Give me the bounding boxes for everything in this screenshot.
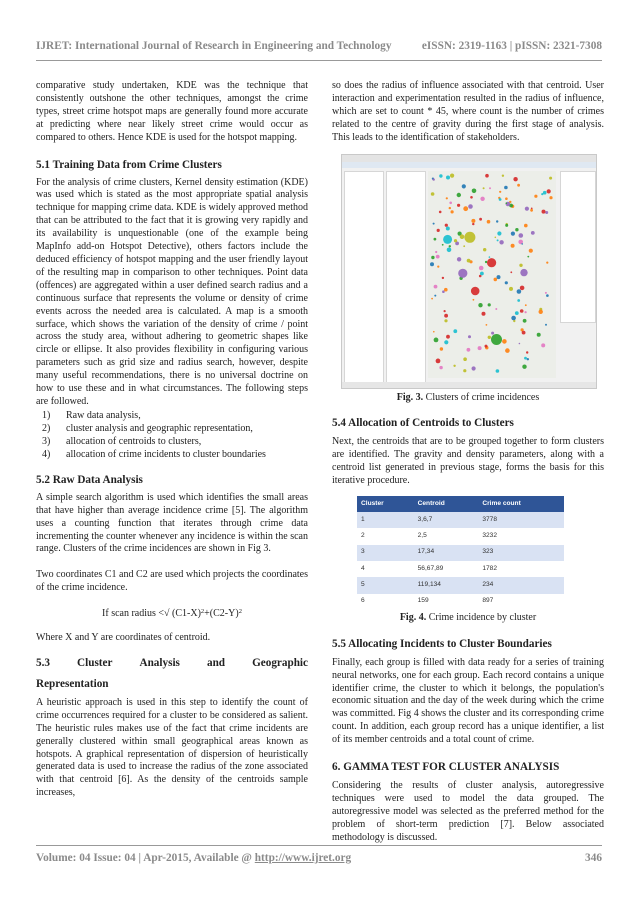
- map-point: [433, 178, 435, 180]
- footer-rule: [36, 845, 602, 846]
- list-item: 2) cluster analysis and geographic representation,: [42, 422, 253, 434]
- map-point: [470, 196, 473, 199]
- table-row: 6 159 897: [357, 594, 564, 610]
- journal-name: IJRET: International Journal of Research in Engineering and Technology: [36, 40, 392, 52]
- map-point: [527, 255, 529, 257]
- map-point: [445, 223, 448, 226]
- figure-4-caption: Fig. 4. Crime incidence by cluster: [399, 611, 537, 623]
- section-title-5-1: 5.1 Training Data from Crime Clusters: [36, 158, 222, 171]
- map-point: [444, 310, 446, 312]
- map-point: [472, 188, 477, 193]
- map-point: [488, 335, 491, 338]
- map-point: [519, 263, 522, 266]
- map-point: [463, 206, 468, 211]
- map-point: [479, 265, 484, 270]
- map-point: [458, 268, 467, 277]
- formula: If scan radius <√ $(C1-X)^2+(C2-Y)^2$: [102, 608, 242, 620]
- map-point: [478, 303, 482, 307]
- map-point: [511, 231, 515, 235]
- map-point: [524, 223, 528, 227]
- map-point: [549, 176, 552, 179]
- map-point: [433, 330, 435, 332]
- map-point: [547, 189, 551, 193]
- map-point: [434, 284, 438, 288]
- map-point: [457, 203, 460, 206]
- map-point: [525, 304, 527, 306]
- map-point: [523, 318, 527, 322]
- window-statusbar: [342, 382, 596, 388]
- map-point: [463, 369, 466, 372]
- map-point: [451, 210, 454, 213]
- map-point: [546, 261, 548, 263]
- map-point: [517, 183, 520, 186]
- map-point: [449, 206, 451, 208]
- map-point: [499, 190, 501, 192]
- map-point: [499, 240, 503, 244]
- map-point: [531, 231, 535, 235]
- map-point: [446, 226, 450, 230]
- map-point: [444, 319, 447, 322]
- map-point: [527, 358, 529, 360]
- crime-map: [428, 171, 556, 378]
- map-point: [525, 311, 527, 313]
- map-point: [434, 337, 439, 342]
- right-column: [332, 80, 604, 845]
- map-point: [437, 265, 439, 267]
- map-point: [444, 287, 448, 291]
- shelves-pane: [386, 171, 426, 383]
- map-point: [489, 187, 491, 189]
- map-point: [468, 335, 471, 338]
- map-point: [434, 294, 436, 296]
- map-point: [526, 351, 528, 353]
- table-row: 1 3,6,7 3778: [357, 512, 564, 528]
- map-point: [491, 331, 494, 334]
- map-point: [436, 254, 440, 258]
- map-point: [520, 309, 524, 313]
- paragraph: comparative study undertaken, KDE was the technique that consistently outshone the other techniques, amongst the crime types, street crime hotspot maps are generally found more accurate at predicting where near likely street crime would occur as compared to others. Hence KDE is used for the hotspot mapping.: [36, 80, 308, 143]
- table-row: 5 119,134 234: [357, 577, 564, 593]
- map-point: [439, 174, 442, 177]
- map-point: [539, 309, 543, 313]
- section-title-5-2: 5.2 Raw Data Analysis: [36, 473, 143, 486]
- map-point: [472, 222, 474, 224]
- map-point: [491, 334, 502, 345]
- paragraph: Next, the centroids that are to be grouped together to form clusters are identified. The gravity and density parameters, along with a centroid list generated in previous stage, forms the basis for this iterative procedure.: [332, 436, 604, 487]
- paragraph: Where X and Y are coordinates of centroid.: [36, 632, 211, 644]
- map-point: [485, 344, 488, 347]
- map-point: [519, 342, 521, 344]
- map-point: [442, 276, 444, 278]
- map-point: [545, 211, 548, 214]
- map-point: [439, 365, 442, 368]
- paragraph: Finally, each group is filled with data ready for a series of training neural networks, one for each group. Each record contains a unique identifier crime, the cluster to which it belongs, the population's economic situation and the day of the week during which the crime was committed. Fig 4 shows the cluster and its corresponding crime count. In addition, each group record has a unique identifier, a list of its member centroids and a total count of crime.: [332, 656, 604, 746]
- map-point: [479, 217, 482, 220]
- map-point: [511, 315, 516, 320]
- window-titlebar: [342, 155, 596, 162]
- map-point: [450, 173, 454, 177]
- map-point: [524, 356, 527, 359]
- map-point: [462, 184, 466, 188]
- map-point: [505, 281, 508, 284]
- data-pane: [344, 171, 384, 383]
- map-point: [467, 347, 471, 351]
- map-point: [453, 329, 457, 333]
- map-point: [479, 274, 482, 277]
- header-rule: [36, 60, 602, 61]
- map-point: [543, 190, 547, 194]
- map-point: [486, 324, 488, 326]
- map-point: [502, 339, 507, 344]
- show-me-pane: [560, 171, 596, 323]
- map-point: [447, 247, 452, 252]
- map-point: [545, 291, 547, 293]
- map-point: [472, 366, 476, 370]
- map-point: [489, 256, 491, 258]
- map-point: [549, 196, 552, 199]
- left-column: [36, 80, 308, 800]
- map-point: [495, 236, 497, 238]
- map-point: [520, 268, 527, 275]
- issn: eISSN: 2319-1163 | pISSN: 2321-7308: [421, 40, 602, 52]
- list-item: 3) allocation of centroids to clusters,: [42, 435, 202, 447]
- table-row: 3 17,34 323: [357, 545, 564, 561]
- map-point: [502, 174, 504, 176]
- column-header: Centroid: [414, 496, 479, 512]
- map-point: [525, 206, 529, 210]
- map-point: [494, 277, 498, 281]
- map-point: [442, 243, 444, 245]
- column-header: Cluster: [357, 496, 414, 512]
- paragraph: Considering the results of cluster analysis, autoregressive techniques were used to model the data grouped. The autoregressive model was selected as the preferred method for the problem of short-term prediction [7]. Below associated methodology is discussed.: [332, 780, 604, 843]
- map-point: [473, 298, 475, 300]
- map-point: [467, 258, 471, 262]
- map-point: [446, 175, 450, 179]
- map-point: [435, 250, 437, 252]
- map-point: [449, 201, 452, 204]
- map-point: [506, 202, 508, 204]
- map-point: [468, 204, 473, 209]
- map-point: [485, 173, 489, 177]
- map-point: [480, 196, 484, 200]
- map-point: [509, 286, 513, 290]
- map-point: [463, 245, 465, 247]
- map-point: [439, 210, 442, 213]
- paragraph: A heuristic approach is used in this step to identify the count of crime occurrences required for a cluster to be considered as salient. The heuristic rules makes use of the fact that crime incidents are generally clustered within small geographical areas known as hotspots. A graphical representation of dispersion of heuristically generated data is used to increase the radius of the zone associated with that centroid [6]. As the density of the centroids sample increases,: [36, 696, 308, 799]
- column-header: Crime count: [478, 496, 564, 512]
- map-point: [519, 233, 524, 238]
- map-point: [530, 208, 533, 211]
- map-point: [449, 245, 451, 247]
- map-point: [511, 243, 515, 247]
- figure-3-caption: Fig. 3. Clusters of crime incidences: [396, 391, 540, 403]
- map-point: [431, 255, 434, 258]
- map-point: [515, 311, 519, 315]
- map-point: [440, 347, 443, 350]
- map-point: [482, 311, 486, 315]
- map-point: [471, 286, 480, 295]
- map-point: [460, 234, 465, 239]
- list-item: 4) allocation of crime incidents to cluster boundaries: [42, 448, 266, 460]
- figure-3-screenshot: [341, 154, 597, 389]
- map-point: [446, 334, 450, 338]
- map-point: [546, 294, 549, 297]
- map-point: [446, 197, 448, 199]
- map-point: [430, 262, 434, 266]
- paragraph: so does the radius of influence associated with that centroid. User interaction and experimentation resulted in the radius of influence, which are set to count * 45, where count is the number of crimes related to the centre of gravity during the first stage of analysis. This leads to the identification of stakeholders.: [332, 80, 604, 143]
- map-point: [542, 209, 546, 213]
- map-point: [443, 234, 452, 243]
- map-point: [522, 364, 526, 368]
- window-toolbar: [342, 162, 596, 168]
- journal-link[interactable]: http://www.ijret.org: [254, 852, 352, 864]
- map-point: [545, 323, 547, 325]
- map-point: [487, 219, 491, 223]
- section-title-6: 6. GAMMA TEST FOR CLUSTER ANALYSIS: [332, 761, 560, 774]
- map-point: [444, 340, 448, 344]
- map-point: [431, 297, 433, 299]
- map-point: [454, 239, 457, 242]
- map-point: [513, 177, 517, 181]
- list-item: 1) Raw data analysis,: [42, 409, 141, 421]
- map-point: [541, 343, 545, 347]
- footer-volume: Volume: 04 Issue: 04 | Apr-2015, Available @ http://www.ijret.org: [36, 852, 352, 864]
- map-point: [505, 348, 510, 353]
- map-point: [457, 192, 461, 196]
- map-point: [488, 303, 491, 306]
- table-row: 2 2,5 3232: [357, 528, 564, 544]
- running-header: [36, 40, 602, 52]
- table-row: 4 56,67,89 1782: [357, 561, 564, 577]
- section-title-5-4: 5.4 Allocation of Centroids to Clusters: [332, 417, 514, 430]
- map-point: [506, 201, 511, 206]
- map-point: [431, 192, 435, 196]
- map-point: [510, 271, 512, 273]
- map-point: [487, 258, 496, 267]
- page-number: 346: [585, 852, 602, 864]
- section-title-5-3: 5.3 Cluster Analysis and Geographic: [36, 657, 308, 669]
- map-point: [537, 332, 541, 336]
- map-point: [433, 222, 435, 224]
- map-point: [497, 239, 499, 241]
- map-point: [517, 289, 522, 294]
- map-point: [483, 248, 486, 251]
- map-point: [436, 358, 441, 363]
- map-point: [517, 299, 520, 302]
- map-point: [499, 198, 502, 201]
- map-point: [457, 257, 461, 261]
- map-point: [520, 285, 525, 290]
- map-point: [497, 275, 501, 279]
- paragraph: For the analysis of crime clusters, Kernel density estimation (KDE) was used which is stated as the most appropriate spatial analysis technique for mapping crime data. KDE is widely approved method that can be attributed to the fact that it is growing very rapidly and its availability is unquestionable (one of the example being MapInfo add-on Hotspot Detective), others factors include the deduced efficiency of hotspot mapping and the user friendly layout of the resulting map in comparison to other techniques. Point data (offences) are aggregated within a user defined search radius and a continuous surface that represents the volume or density of crime events across the needed area is calculated. A map is a smooth surface, which shows the variation of the density of crime / point across the study area, without adhering to geometric shapes like circle or ellipse. It also provides flexibility in configuring various parameters such as grid size and radius search, however, despite many useful recommendations, there is no universal doctrine on how to use these and in what circumstances. The following steps are followed.: [36, 176, 308, 407]
- map-point: [505, 197, 508, 200]
- map-point: [505, 223, 508, 226]
- map-point: [529, 248, 533, 252]
- section-title-5-5: 5.5 Allocating Incidents to Cluster Boundaries: [332, 637, 552, 650]
- map-point: [515, 228, 518, 231]
- map-point: [521, 243, 523, 245]
- crime-cluster-points: [428, 171, 556, 378]
- map-point: [483, 187, 485, 189]
- map-point: [471, 218, 475, 222]
- map-point: [453, 364, 455, 366]
- cluster-table: [357, 496, 564, 610]
- paragraph: A simple search algorithm is used which identifies the small areas that have higher than average incidence crime [5]. The algorithm uses a counting function that iterates through crime data incrementing the counter whenever any incidence is within the scan range. Clusters of the crime incidences are shown in Fig 3.: [36, 491, 308, 555]
- map-point: [434, 237, 437, 240]
- map-point: [504, 185, 508, 189]
- paragraph: Two coordinates C1 and C2 are used which projects the coordinates of the crime incidence.: [36, 569, 308, 594]
- map-point: [496, 369, 500, 373]
- map-point: [497, 231, 501, 235]
- section-title-5-3-cont: Representation: [36, 677, 109, 690]
- map-point: [444, 313, 448, 317]
- running-footer: [36, 852, 602, 864]
- map-point: [522, 330, 526, 334]
- map-point: [496, 220, 498, 222]
- map-point: [464, 231, 475, 242]
- map-point: [485, 260, 487, 262]
- steps-list: [36, 409, 308, 461]
- map-point: [534, 194, 537, 197]
- map-point: [463, 357, 467, 361]
- map-point: [442, 290, 445, 293]
- map-point: [478, 346, 482, 350]
- map-point: [495, 308, 497, 310]
- map-point: [437, 228, 440, 231]
